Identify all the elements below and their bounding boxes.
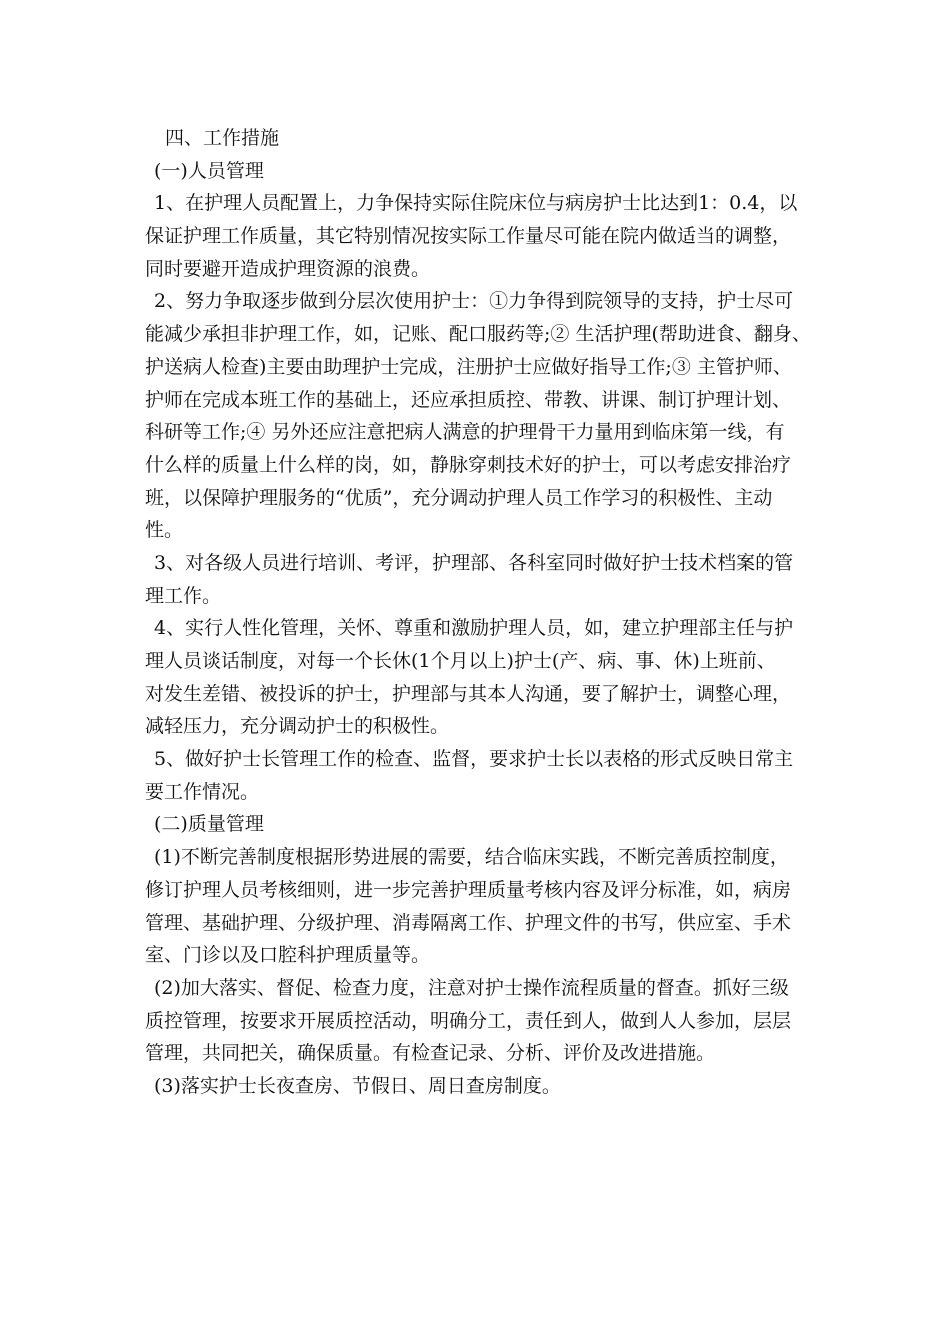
text-line: (1)不断完善制度根据形势进展的需要，结合临床实践，不断完善质控制度， bbox=[154, 846, 789, 869]
text-line: 1、在护理人员配置上，力争保持实际住院床位与病房护士比达到1：0.4，以 bbox=[154, 192, 798, 215]
text-line: 什么样的质量上什么样的岗，如，静脉穿刺技术好的护士，可以考虑安排治疗 bbox=[145, 453, 792, 476]
text-line: 3、对各级人员进行培训、考评，护理部、各科室同时做好护士技术档案的管 bbox=[154, 551, 794, 574]
text-line: 理工作。 bbox=[145, 584, 222, 607]
text-line: (3)落实护士长夜查房、节假日、周日查房制度。 bbox=[154, 1074, 561, 1097]
text-line: (一)人员管理 bbox=[154, 159, 264, 182]
text-line: 修订护理人员考核细则，进一步完善护理质量考核内容及评分标准，如，病房 bbox=[145, 878, 792, 901]
text-line: 能减少承担非护理工作，如，记账、配口服药等;② 生活护理(帮助进食、翻身、 bbox=[145, 323, 811, 346]
text-line: 理人员谈话制度，对每一个长休(1个月以上)护士(产、病、事、休)上班前、 bbox=[145, 650, 776, 672]
text-line: 减轻压力，充分调动护士的积极性。 bbox=[145, 715, 450, 738]
text-line: 四、工作措施 bbox=[165, 127, 280, 149]
text-line: 同时要避开造成护理资源的浪费。 bbox=[145, 257, 431, 280]
text-line: 2、努力争取逐步做到分层次使用护士：①力争得到院领导的支持，护士尽可 bbox=[154, 290, 794, 313]
text-line: 要工作情况。 bbox=[145, 780, 260, 803]
text-line: 管理、基础护理、分级护理、消毒隔离工作、护理文件的书写，供应室、手术 bbox=[145, 911, 792, 934]
text-line: 管理，共同把关，确保质量。有检查记录、分析、评价及改进措施。 bbox=[145, 1042, 716, 1065]
text-line: 质控管理，按要求开展质控活动，明确分工，责任到人，做到人人参加，层层 bbox=[145, 1009, 792, 1032]
text-line: 科研等工作;④ 另外还应注意把病人满意的护理骨干力量用到临床第一线，有 bbox=[145, 421, 785, 444]
text-line: 性。 bbox=[145, 519, 184, 542]
text-line: 对发生差错、被投诉的护士，护理部与其本人沟通，要了解护士，调整心理， bbox=[145, 682, 792, 705]
text-line: (二)质量管理 bbox=[154, 813, 264, 836]
text-line: 班，以保障护理服务的“优质”，充分调动护理人员工作学习的积极性、主动 bbox=[145, 486, 773, 509]
text-line: 室、门诊以及口腔科护理质量等。 bbox=[145, 944, 431, 967]
document-body bbox=[145, 122, 815, 1103]
text-line: 护送病人检查)主要由助理护士完成，注册护士应做好指导工作;③ 主管护师、 bbox=[145, 355, 792, 378]
text-line: 护师在完成本班工作的基础上，还应承担质控、带教、讲课、制订护理计划、 bbox=[145, 388, 792, 411]
text-line: 4、实行人性化管理，关怀、尊重和激励护理人员，如，建立护理部主任与护 bbox=[154, 617, 794, 640]
text-line: 5、做好护士长管理工作的检查、监督，要求护士长以表格的形式反映日常主 bbox=[154, 748, 794, 771]
text-line: (2)加大落实、督促、检查力度，注意对护士操作流程质量的督查。抓好三级 bbox=[154, 976, 789, 999]
text-line: 保证护理工作质量，其它特别情况按实际工作量尽可能在院内做适当的调整， bbox=[145, 225, 792, 248]
